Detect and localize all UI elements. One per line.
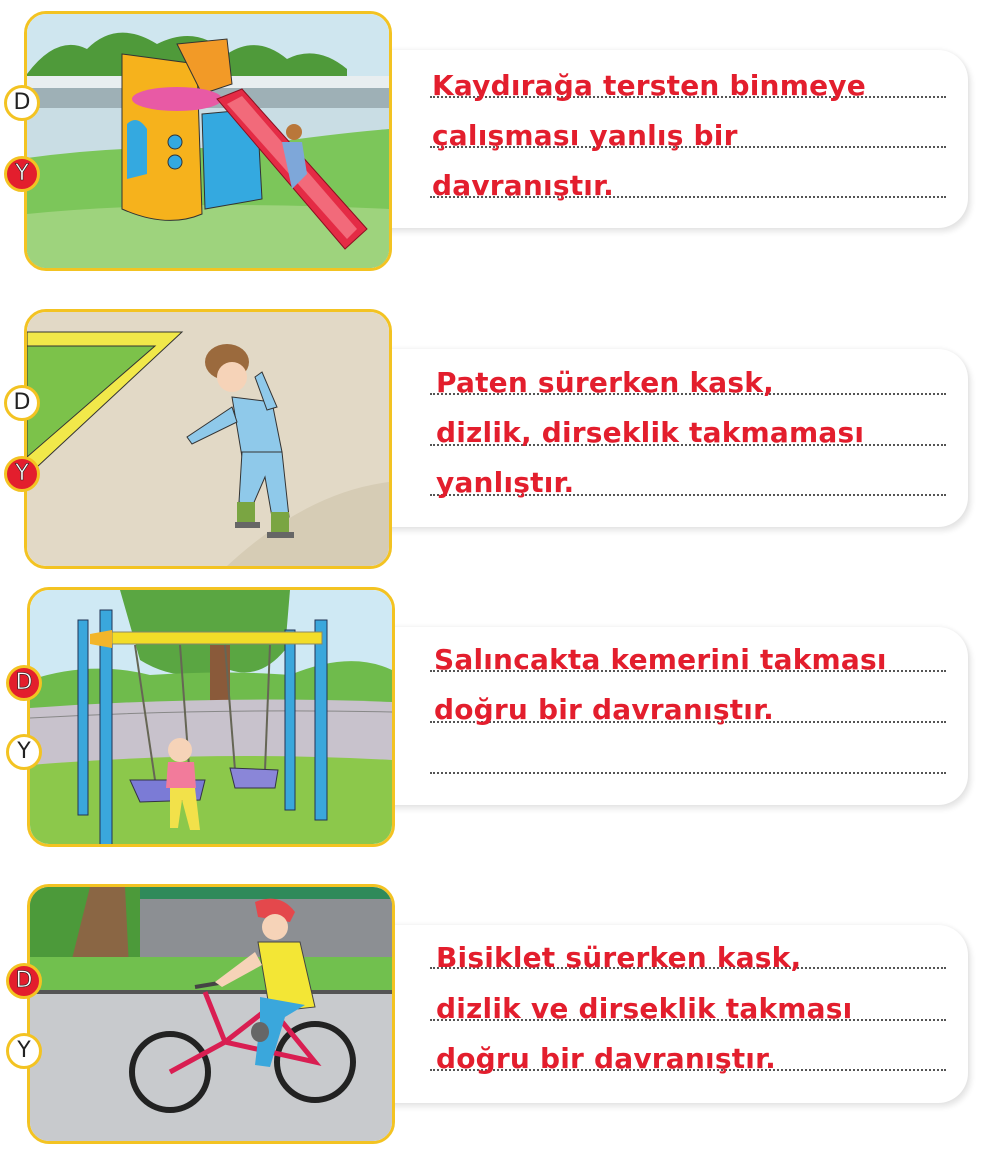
answer-text-line: doğru bir davranıştır.	[436, 1042, 776, 1075]
answer-text-line: çalışması yanlış bir	[432, 119, 738, 152]
answer-text-line: Bisiklet sürerken kask,	[436, 941, 802, 974]
slide-scene-icon	[27, 14, 389, 268]
option-d-badge[interactable]: D	[4, 385, 40, 421]
slide-playground-illustration	[24, 11, 392, 271]
swing-scene-icon	[30, 590, 392, 844]
answer-text-line: Salıncakta kemerini takması	[434, 643, 887, 676]
answer-box	[380, 349, 968, 527]
option-y-badge[interactable]: Y	[6, 734, 42, 770]
option-d-badge[interactable]: D	[4, 85, 40, 121]
option-d-badge[interactable]: D	[6, 665, 42, 701]
skating-scene-icon	[27, 312, 389, 566]
option-y-badge[interactable]: Y	[4, 156, 40, 192]
answer-box	[380, 627, 968, 805]
answer-line[interactable]	[430, 772, 946, 774]
option-d-badge[interactable]: D	[6, 963, 42, 999]
answer-text-line: doğru bir davranıştır.	[434, 693, 774, 726]
answer-text-line: dizlik ve dirseklik takması	[436, 992, 853, 1025]
answer-text-line: Kaydırağa tersten binmeye	[432, 69, 866, 102]
answer-text-line: Paten sürerken kask,	[436, 366, 774, 399]
swing-set-illustration	[27, 587, 395, 847]
option-y-badge[interactable]: Y	[4, 456, 40, 492]
answer-text-line: yanlıştır.	[436, 466, 575, 499]
answer-box	[380, 925, 968, 1103]
option-y-badge[interactable]: Y	[6, 1033, 42, 1069]
answer-text-line: dizlik, dirseklik takmaması	[436, 416, 865, 449]
answer-text-line: davranıştır.	[432, 169, 614, 202]
bicycle-illustration	[27, 884, 395, 1144]
bicycle-scene-icon	[30, 887, 392, 1141]
roller-skating-illustration	[24, 309, 392, 569]
answer-box	[380, 50, 968, 228]
